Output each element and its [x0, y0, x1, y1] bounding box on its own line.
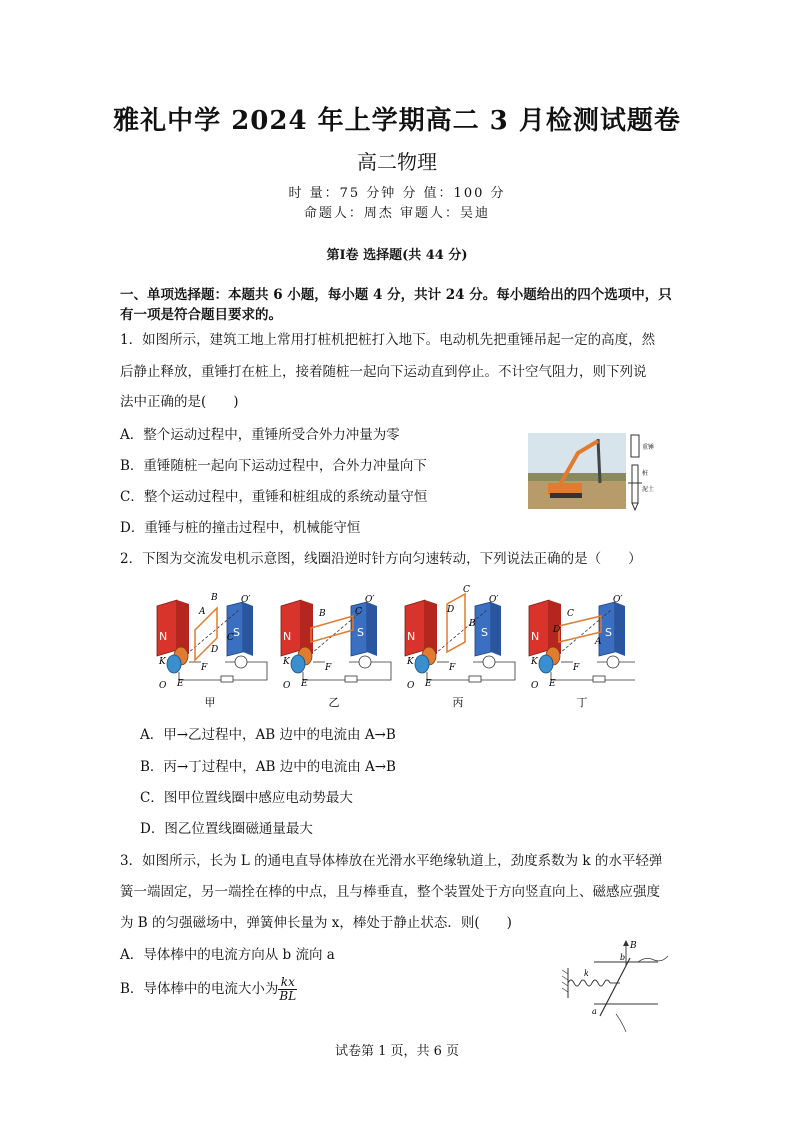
- svg-text:C: C: [355, 607, 362, 617]
- time-score-line: 时 量：75 分钟 分 值：100 分: [288, 186, 506, 201]
- hammer-label: 重锤: [642, 444, 655, 451]
- caption-ding: 丁: [576, 696, 588, 709]
- end-b-label: b: [620, 953, 626, 962]
- q2-option-c: C．图甲位置线圈中感应电动势最大: [140, 790, 353, 806]
- caption-jia: 甲: [204, 696, 216, 709]
- q3-stem-line-3: 为 B 的匀强磁场中，弹簧伸长量为 x，棒处于静止状态．则( ): [120, 915, 512, 931]
- q1-stem-line-2: 后静止释放，重锤打在桩上，接着随桩一起向下运动直到停止。不计空气阻力，则下列说: [120, 364, 647, 380]
- svg-text:D: D: [553, 625, 561, 635]
- svg-text:K: K: [531, 657, 538, 667]
- fraction-numerator: kx: [278, 976, 297, 990]
- svg-text:F: F: [449, 663, 456, 673]
- authors-line: 命题人：周杰 审题人：吴迪: [303, 206, 491, 221]
- generator-figures: [155, 582, 635, 710]
- svg-text:E: E: [301, 679, 308, 689]
- caption-bing: 丙: [452, 696, 464, 709]
- svg-text:C: C: [463, 585, 470, 595]
- svg-text:K: K: [159, 657, 166, 667]
- q2-option-a: A．甲→乙过程中，AB 边中的电流由 A→B: [140, 727, 396, 743]
- svg-text:D: D: [211, 645, 219, 655]
- pile-driver-photo: [528, 433, 626, 509]
- svg-text:N: N: [407, 630, 416, 643]
- svg-text:E: E: [549, 679, 556, 689]
- svg-text:N: N: [283, 630, 292, 643]
- svg-text:S: S: [481, 626, 488, 639]
- q2-option-b: B．丙→丁过程中，AB 边中的电流由 A→B: [140, 759, 396, 775]
- pile-label: 桩: [642, 470, 649, 477]
- subject-title: 高二物理: [357, 150, 437, 174]
- soil-label: 泥土: [642, 486, 655, 493]
- spring-k-label: k: [584, 969, 589, 978]
- svg-text:N: N: [159, 630, 168, 643]
- svg-text:C: C: [227, 633, 234, 643]
- q1-option-b: B．重锤随桩一起向下运动过程中，合外力冲量向下: [120, 458, 427, 474]
- svg-text:O: O: [531, 681, 539, 691]
- q2-option-d: D．图乙位置线圈磁通量最大: [140, 821, 313, 837]
- svg-text:S: S: [605, 626, 612, 639]
- svg-text:B: B: [469, 619, 476, 629]
- svg-text:O′: O′: [241, 595, 251, 605]
- svg-text:B: B: [211, 593, 218, 603]
- q3-option-a: A．导体棒中的电流方向从 b 流向 a: [120, 947, 335, 963]
- page-footer: 试卷第 1 页，共 6 页: [334, 1044, 460, 1059]
- svg-text:B: B: [319, 609, 326, 619]
- svg-text:F: F: [573, 663, 580, 673]
- end-a-label: a: [592, 1007, 597, 1016]
- fraction-denominator: BL: [279, 989, 297, 1003]
- svg-text:A: A: [199, 607, 206, 617]
- svg-text:O′: O′: [489, 595, 499, 605]
- caption-yi: 乙: [328, 696, 340, 709]
- svg-text:S: S: [233, 626, 240, 639]
- instructions-line-2: 有一项是符合题目要求的。: [120, 307, 282, 323]
- svg-text:O: O: [283, 681, 291, 691]
- q1-option-d: D．重锤与桩的撞击过程中，机械能守恒: [120, 520, 361, 536]
- fraction: [278, 976, 297, 1003]
- q1-stem-line-1: 1．如图所示，建筑工地上常用打桩机把桩打入地下。电动机先把重锤吊起一定的高度，然: [120, 332, 656, 348]
- svg-text:E: E: [425, 679, 432, 689]
- generator-panel-ding: [529, 595, 635, 691]
- svg-text:F: F: [325, 663, 332, 673]
- generator-panel-yi: [281, 595, 391, 691]
- q1-stem-line-3: 法中正确的是( ): [120, 394, 239, 410]
- q1-option-c: C．整个运动过程中，重锤和桩组成的系统动量守恒: [120, 489, 428, 505]
- q3-stem-line-2: 簧一端固定，另一端拴在棒的中点，且与棒垂直，整个装置处于方向竖直向上、磁感应强度: [120, 884, 660, 900]
- svg-text:F: F: [201, 663, 208, 673]
- svg-text:O′: O′: [613, 595, 623, 605]
- svg-text:S: S: [357, 626, 364, 639]
- q1-option-a: A．整个运动过程中，重锤所受合外力冲量为零: [120, 427, 400, 443]
- q3-stem-line-1: 3．如图所示，长为 L 的通电直导体棒放在光滑水平绝缘轨道上，劲度系数为 k 的水平轻弹: [120, 853, 663, 869]
- svg-text:E: E: [177, 679, 184, 689]
- svg-text:O′: O′: [365, 595, 375, 605]
- field-b-label: B: [630, 941, 637, 951]
- section-heading: 第Ⅰ卷 选择题(共 44 分): [326, 248, 468, 263]
- svg-text:C: C: [567, 609, 574, 619]
- svg-text:N: N: [531, 630, 540, 643]
- generator-panel-jia: [157, 593, 267, 691]
- rod-spring-figure: [558, 938, 676, 1034]
- exam-title: 雅礼中学 2024 年上学期高二 3 月检测试题卷: [113, 106, 681, 136]
- generator-panel-bing: [405, 585, 515, 691]
- svg-text:K: K: [283, 657, 290, 667]
- q2-stem: 2．下图为交流发电机示意图，线圈沿逆时针方向匀速转动，下列说法正确的是（ ）: [120, 551, 642, 567]
- instructions-line-1: 一、单项选择题：本题共 6 小题，每小题 4 分，共计 24 分。每小题给出的四个选项中，只: [120, 287, 672, 303]
- pile-schematic: [628, 433, 678, 513]
- svg-text:K: K: [407, 657, 414, 667]
- svg-text:A: A: [595, 637, 602, 647]
- svg-text:O: O: [407, 681, 415, 691]
- svg-text:D: D: [447, 605, 455, 615]
- svg-text:O: O: [159, 681, 167, 691]
- q3-option-b-text: B．导体棒中的电流大小为: [120, 981, 279, 997]
